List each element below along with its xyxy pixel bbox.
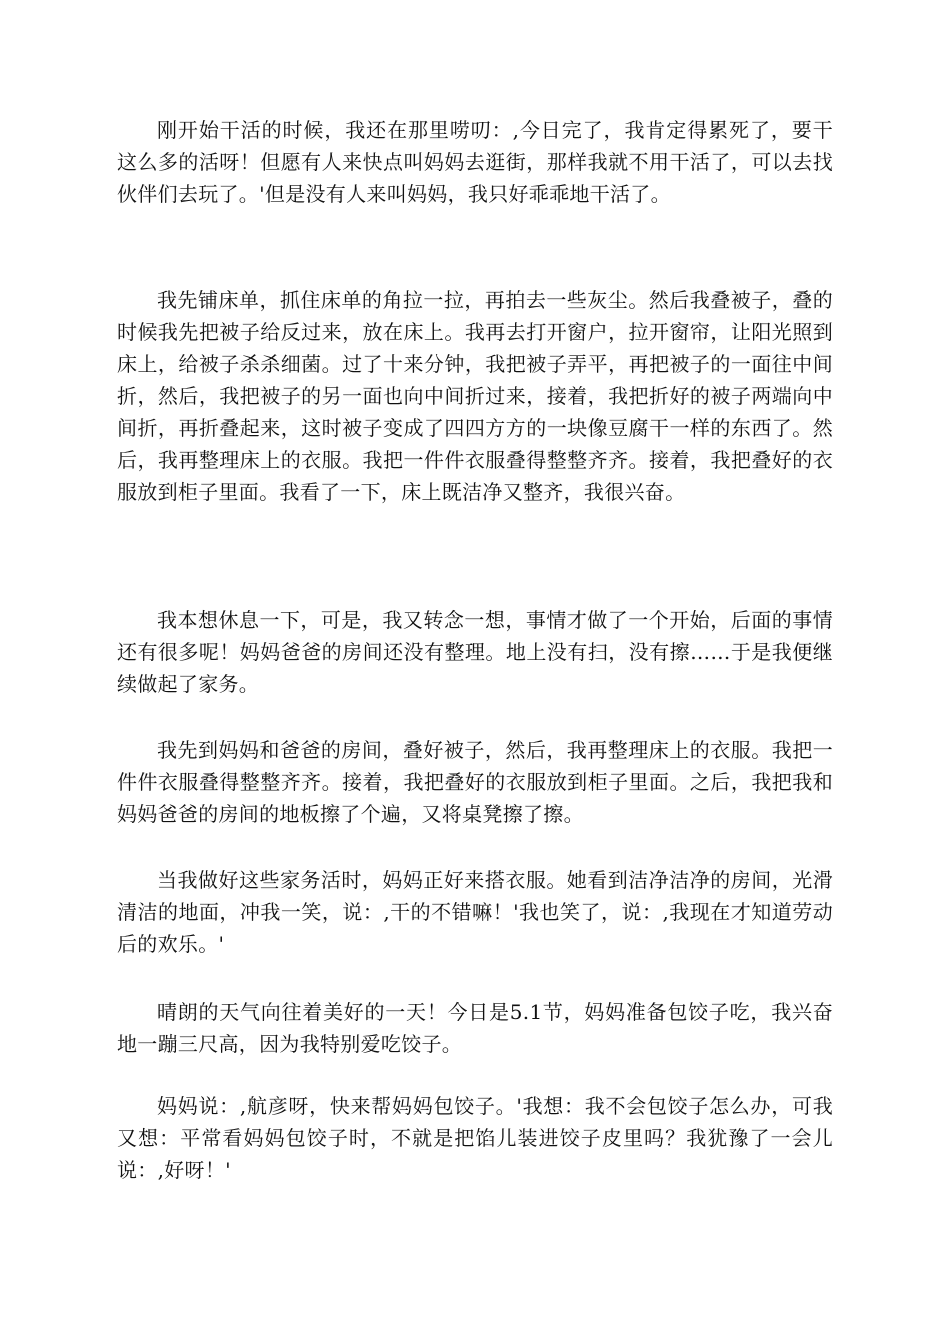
paragraph-7: 妈妈说：,航彦呀，快来帮妈妈包饺子。'我想：我不会包饺子怎么办，可我又想：平常看妈妈包饺子时，不就是把馅儿装进饺子皮里吗？我犹豫了一会儿说：,好呀！' [117,1094,833,1182]
paragraph-3: 我本想休息一下，可是，我又转念一想，事情才做了一个开始，后面的事情还有很多呢！妈妈爸爸的房间还没有整理。地上没有扫，没有擦……于是我便继续做起了家务。 [117,608,833,696]
paragraph-2: 我先铺床单，抓住床单的角拉一拉，再拍去一些灰尘。然后我叠被子，叠的时候我先把被子给反过来，放在床上。我再去打开窗户，拉开窗帘，让阳光照到床上，给被子杀杀细菌。过了十来分钟，我把被子弄平，再把被子的一面往中间折，然后，我把被子的另一面也向中间折过来，接着，我把折好的被子两端向中间折，再折叠起来，这时被子变成了四四方方的一块像豆腐干一样的东西了。然后，我再整理床上的衣服。我把一件件衣服叠得整整齐齐。接着，我把叠好的衣服放到柜子里面。我看了一下，床上既洁净又整齐，我很兴奋。 [117,288,833,504]
paragraph-4: 我先到妈妈和爸爸的房间，叠好被子，然后，我再整理床上的衣服。我把一件件衣服叠得整整齐齐。接着，我把叠好的衣服放到柜子里面。之后，我把我和妈妈爸爸的房间的地板擦了个遍，又将桌凳擦了擦。 [117,738,833,826]
paragraph-1: 刚开始干活的时候，我还在那里唠叨：,今日完了，我肯定得累死了，要干这么多的活呀！但愿有人来快点叫妈妈去逛街，那样我就不用干活了，可以去找伙伴们去玩了。'但是没有人来叫妈妈，我只好乖乖地干活了。 [117,118,833,206]
paragraph-5: 当我做好这些家务活时，妈妈正好来搭衣服。她看到洁净洁净的房间，光滑清洁的地面，冲我一笑，说：,干的不错嘛！'我也笑了，说：,我现在才知道劳动后的欢乐。' [117,868,833,956]
paragraph-6: 晴朗的天气向往着美好的一天！今日是5.1节，妈妈准备包饺子吃，我兴奋地一蹦三尺高，因为我特别爱吃饺子。 [117,1000,833,1056]
